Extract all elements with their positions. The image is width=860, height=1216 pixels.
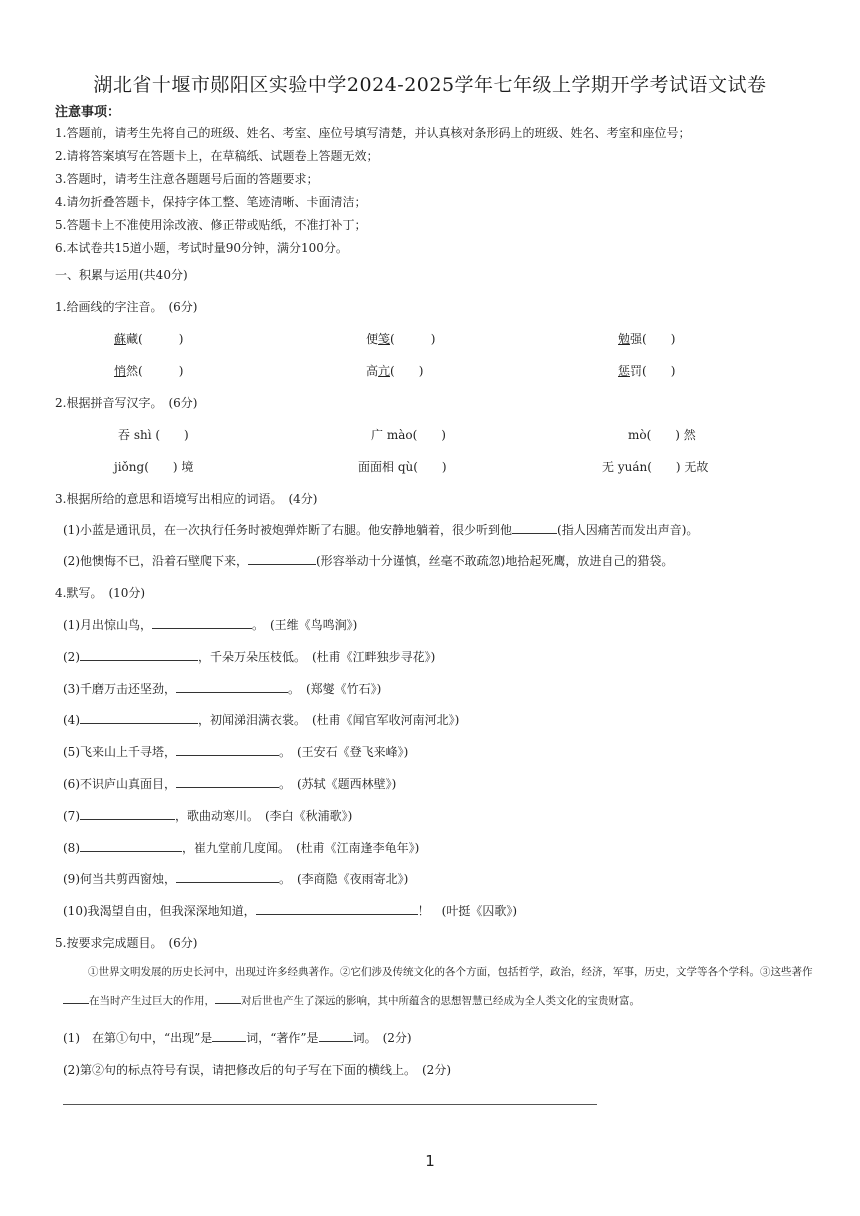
notice-item: 1.答题前，请考生先将自己的班级、姓名、考室、座位号填写清楚，并认真核对条形码上的班级、姓名、考室和座位号； <box>55 126 691 140</box>
q4-line <box>63 648 435 665</box>
q2-item: mò( ) 然 <box>628 428 696 442</box>
q1-item <box>618 362 675 379</box>
underlined-char: 蘇 <box>114 332 127 346</box>
q4-text: (8) <box>63 840 80 855</box>
question-1-stem: 1.给画线的字注音。 (6分) <box>55 300 198 314</box>
notice-item: 4.请勿折叠答题卡，保持字体工整、笔迹清晰、卡面清洁； <box>55 195 367 209</box>
answer-line[interactable] <box>63 1104 597 1105</box>
q4-line <box>63 775 396 792</box>
q5-text: 词。 (2分) <box>352 1031 412 1045</box>
q4-text: (10)我渴望自由，但我深深地知道， <box>63 904 256 919</box>
q4-text: ，千朵万朵压枝低。 (杜甫《江畔独步寻花》) <box>198 649 436 664</box>
q1-item-rest: 藏( ) <box>126 332 184 346</box>
q2-item: 面面相 qù( ) <box>358 460 447 474</box>
q2-item: jiǒng( ) 境 <box>114 460 194 474</box>
q1-item <box>366 330 435 347</box>
q4-line <box>63 711 459 728</box>
q1-item-prefix: 高 <box>366 364 379 378</box>
passage-text: ①世界文明发展的历史长河中，出现过许多经典著作。②它们涉及传统文化的各个方面，包括哲学，政治，经济，军事，历史，文学等各个学科。③这些著作 <box>88 966 813 978</box>
q4-line <box>63 616 357 633</box>
q4-line <box>63 902 517 919</box>
q4-text: 。 (王维《鸟鸣涧》) <box>252 618 358 632</box>
q4-text: ！ (叶挺《囚歌》) <box>417 904 518 919</box>
notice-item: 2.请将答案填写在答题卡上，在草稿纸、试题卷上答题无效； <box>55 149 379 163</box>
q5-sub-2: (2)第②句的标点符号有误，请把修改后的句子写在下面的横线上。 (2分) <box>63 1063 451 1077</box>
answer-blank[interactable] <box>80 711 198 724</box>
q4-text: ，初闻涕泪满衣裳。 (杜甫《闻官军收河南河北》) <box>198 713 460 728</box>
page-number: 1 <box>425 1152 435 1170</box>
answer-blank[interactable] <box>176 870 279 883</box>
q4-line <box>63 680 381 697</box>
q2-item: 无 yuán( ) 无故 <box>602 460 709 474</box>
q1-item-rest: 强( ) <box>630 332 676 346</box>
notice-heading: 注意事项： <box>55 105 121 120</box>
q2-item: 吞 shì ( ) <box>118 428 189 442</box>
answer-blank[interactable] <box>176 680 288 693</box>
q2-item: 广 mào( ) <box>371 428 446 442</box>
underlined-char: 勉 <box>618 332 631 346</box>
q3-line-1 <box>63 521 698 538</box>
answer-blank[interactable] <box>80 648 198 661</box>
underlined-char: 笺 <box>378 332 391 346</box>
answer-blank[interactable] <box>248 552 316 565</box>
q5-passage <box>63 958 815 1016</box>
q3-text: (2)他懊悔不已，沿着石壁爬下来， <box>63 554 248 568</box>
notice-item: 5.答题卡上不准使用涂改液、修正带或贴纸，不准打补丁； <box>55 218 367 232</box>
q1-item-rest: ( ) <box>390 332 436 346</box>
q3-text: (1)小蓝是通讯员，在一次执行任务时被炮弹炸断了右腿。他安静地躺着，很少听到他 <box>63 523 513 537</box>
q4-text: (4) <box>63 713 80 728</box>
underlined-char: 悄 <box>114 364 127 378</box>
answer-blank[interactable] <box>512 521 557 534</box>
q4-text: (5)飞来山上千寻塔， <box>63 745 176 760</box>
answer-blank[interactable] <box>176 775 279 788</box>
answer-blank[interactable] <box>319 1029 353 1042</box>
answer-blank[interactable] <box>256 902 418 915</box>
page-title: 湖北省十堰市郧阳区实验中学2024-2025学年七年级上学期开学考试语文试卷 <box>93 74 767 96</box>
q5-sub-1 <box>63 1029 412 1046</box>
q1-item-rest: 罚( ) <box>630 364 676 378</box>
q4-text: 。 (郑燮《竹石》) <box>288 681 382 696</box>
q1-item-rest: ( ) <box>390 364 424 378</box>
q5-text: (1) 在第①句中，“出现”是 <box>63 1031 213 1045</box>
underlined-char: 亢 <box>378 364 391 378</box>
answer-blank[interactable] <box>212 1029 246 1042</box>
q4-text: 。 (苏轼《题西林壁》) <box>279 777 397 791</box>
q1-item-prefix: 便 <box>366 332 379 346</box>
q3-line-2 <box>63 552 673 569</box>
q4-line <box>63 807 352 824</box>
q4-text: (2) <box>63 649 80 664</box>
answer-blank[interactable] <box>80 807 175 820</box>
answer-blank[interactable] <box>215 993 241 1004</box>
question-4-stem: 4.默写。 (10分) <box>55 586 146 600</box>
passage-text: 在当时产生过巨大的作用， <box>89 995 215 1007</box>
q4-text: ，歌曲动寒川。 (李白《秋浦歌》) <box>175 808 353 823</box>
q1-item-rest: 然( ) <box>126 364 184 378</box>
passage-text: 对后世也产生了深远的影响，其中所蕴含的思想智慧已经成为全人类文化的宝贵财富。 <box>241 995 640 1007</box>
q3-text: (指人因痛苦而发出声音)。 <box>557 523 699 537</box>
answer-blank[interactable] <box>63 993 89 1004</box>
answer-blank[interactable] <box>80 839 182 852</box>
answer-blank[interactable] <box>176 743 279 756</box>
q3-text: (形容举动十分谨慎，丝毫不敢疏忽)地拾起死鹰，放进自己的猎袋。 <box>316 554 674 568</box>
underlined-char: 惩 <box>618 364 631 378</box>
answer-blank[interactable] <box>152 616 252 629</box>
question-3-stem: 3.根据所给的意思和语境写出相应的词语。 (4分) <box>55 492 318 506</box>
q4-line <box>63 743 408 760</box>
notice-item: 3.答题时，请考生注意各题题号后面的答题要求； <box>55 172 319 186</box>
q4-text: (3)千磨万击还坚劲， <box>63 681 176 696</box>
q4-text: 。 (李商隐《夜雨寄北》) <box>279 872 409 887</box>
q4-text: (1)月出惊山鸟， <box>63 618 152 632</box>
q5-text: 词，“著作”是 <box>246 1031 319 1045</box>
q1-item <box>114 330 183 347</box>
question-5-stem: 5.按要求完成题目。 (6分) <box>55 936 198 950</box>
q4-text: (9)何当共剪西窗烛， <box>63 872 176 887</box>
q4-text: (7) <box>63 808 80 823</box>
q1-item <box>618 330 675 347</box>
q1-item <box>114 362 183 379</box>
section-heading: 一、积累与运用(共40分) <box>55 268 188 282</box>
q4-line <box>63 870 408 887</box>
q4-line <box>63 839 419 856</box>
q4-text: 。 (王安石《登飞来峰》) <box>279 745 409 760</box>
q4-text: (6)不识庐山真面目， <box>63 777 176 791</box>
q1-item <box>366 362 423 379</box>
q4-text: ，崔九堂前几度闻。 (杜甫《江南逢李龟年》) <box>182 840 420 855</box>
notice-item: 6.本试卷共15道小题，考试时量90分钟，满分100分。 <box>55 241 348 255</box>
question-2-stem: 2.根据拼音写汉字。 (6分) <box>55 396 198 410</box>
